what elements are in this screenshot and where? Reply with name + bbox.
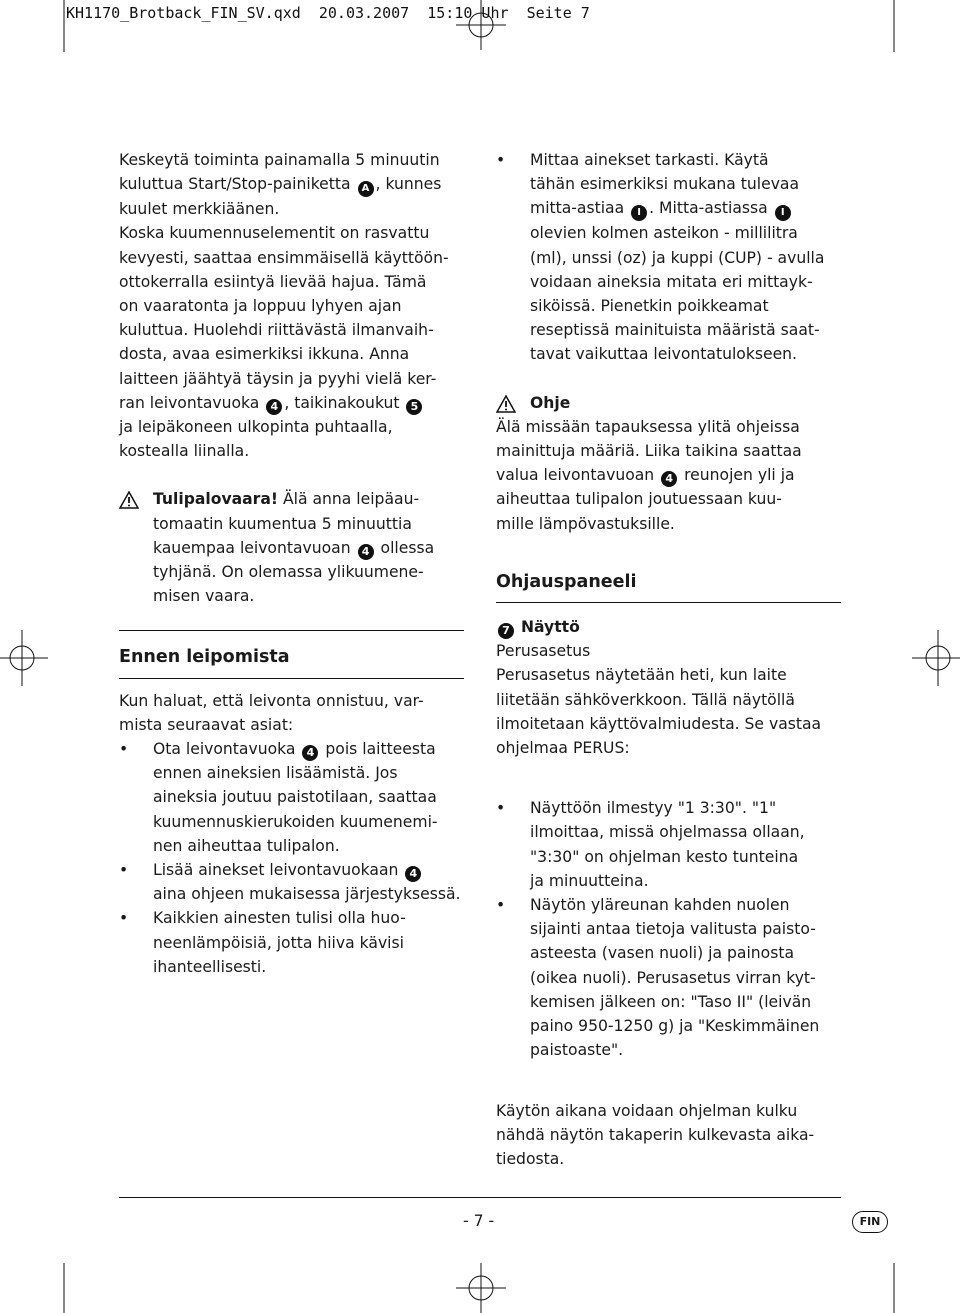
warning-triangle-icon xyxy=(119,491,139,516)
part-ref-4-icon: 4 xyxy=(302,745,318,761)
section-title-before-baking: Ennen leipomista xyxy=(119,630,464,678)
list-item: • Näyttöön ilmestyy "1 3:30". "1" ilmoittaa, missä ohjelmassa ollaan, "3:30" on ohjelman kesto tunteina ja minuutteina. xyxy=(496,796,841,893)
measuring-cup-ref-icon: I xyxy=(775,205,791,221)
paragraph-first-use: Koska kuumennuselementit on rasvattu kevyesti, saattaa ensimmäisellä käyttöön- ottokerralla esiintyä lievää hajua. Tämä on vaaratonta ja loppuu lyhyen ajan kuluttua. Huolehdi riittävästä ilmanvaih- dosta, avaa esimerkiksi ikkuna. Anna laitteen jäähtyä täysin ja pyyhi vielä ker- ran leivontavuoka 4 , taikinakoukut 5 ja leipäkoneen ulkopinta puhtaalla, kostealla liinalla. xyxy=(119,224,449,461)
note-title: Ohje xyxy=(530,393,571,412)
display-subtitle: Perusasetus xyxy=(496,642,591,661)
page-number: - 7 - xyxy=(463,1212,495,1230)
warning-triangle-icon xyxy=(496,395,516,420)
registration-mark-left-icon xyxy=(0,630,50,686)
measuring-cup-ref-icon: I xyxy=(631,205,647,221)
list-item: • Kaikkien ainesten tulisi olla huo- neenlämpöisiä, jotta hiiva kävisi ihanteellisesti. xyxy=(119,906,464,979)
part-ref-7-icon: 7 xyxy=(498,623,514,639)
crop-mark-bottom-right xyxy=(888,1263,918,1313)
button-ref-a-icon: A xyxy=(358,181,374,197)
warning-title: Tulipalovaara! xyxy=(153,490,278,509)
crop-mark-top-left xyxy=(40,0,70,60)
list-item: • Näytön yläreunan kahden nuolen sijainti antaa tietoja valitusta paisto- asteesta (vasen nuoli) ja painosta (oikea nuoli). Perusasetus virran kyt- kemisen jälkeen on: "Taso II" (leivän paino 950-1250 g) ja "Keskimmäinen paistoaste". xyxy=(496,893,841,1062)
footer-rule xyxy=(119,1197,841,1198)
paragraph-countdown: Käytön aikana voidaan ohjelman kulku nähdä näytön takaperin kulkevasta aika- tiedosta. xyxy=(496,1101,815,1168)
file-header-line: KH1170_Brotback_FIN_SV.qxd 20.03.2007 15:10 Uhr Seite 7 xyxy=(66,4,590,22)
left-column xyxy=(119,148,464,979)
list-item: • Lisää ainekset leivontavuokaan 4 aina ohjeen mukaisessa järjestyksessä. xyxy=(119,858,464,906)
part-ref-5-icon: 5 xyxy=(406,399,422,415)
part-ref-4-icon: 4 xyxy=(661,471,677,487)
registration-mark-bottom-icon xyxy=(456,1263,506,1313)
registration-mark-right-icon xyxy=(912,630,960,686)
section-title-control-panel: Ohjauspaneeli xyxy=(496,570,841,603)
note-block: Ohje Älä missään tapauksessa ylitä ohjeissa mainittuja määriä. Liika taikina saattaa valua leivontavuoan 4 reunojen yli ja aiheuttaa tulipalon joutuessaan kuu- mille lämpövastuksille. xyxy=(496,393,802,533)
part-ref-4-icon: 4 xyxy=(266,399,282,415)
right-column xyxy=(496,148,841,1171)
display-section: 7 Näyttö Perusasetus Perusasetus näytetään heti, kun laite liitetään sähköverkkoon. Tällä näytöllä ilmoitetaan käyttövalmiudesta. Se vastaa ohjelmaa PERUS: xyxy=(496,618,822,758)
part-ref-4-icon: 4 xyxy=(358,544,374,560)
fire-warning: Tulipalovaara! Älä anna leipäau- tomaatin kuumentua 5 minuuttia kauempaa leivontavuoan 4 ollessa tyhjänä. On olemassa ylikuumene- misen vaara. xyxy=(119,487,464,608)
part-ref-4-icon: 4 xyxy=(405,866,421,882)
crop-mark-top-right xyxy=(888,0,918,60)
language-badge: FIN xyxy=(852,1211,888,1233)
crop-mark-bottom-left xyxy=(40,1263,70,1313)
list-item: • Mittaa ainekset tarkasti. Käytä tähän esimerkiksi mukana tulevaa mitta-astiaa I . Mitta-astiassa I olevien kolmen asteikon - millilitra (ml), unssi (oz) ja kuppi (CUP) - avulla voidaan aineksia mitata eri mittayk- siköissä. Pienetkin poikkeamat reseptissä mainituista määristä saat- tavat vaikuttaa leivontatulokseen. xyxy=(496,148,841,367)
paragraph-intro: Kun haluat, että leivonta onnistuu, var- mista seuraavat asiat: xyxy=(119,691,424,734)
registration-mark-top-icon xyxy=(456,0,506,50)
paragraph-stop: Keskeytä toiminta painamalla 5 minuutin kuluttua Start/Stop-painiketta A , kunnes kuulet merkkiäänen. xyxy=(119,151,442,219)
list-item: • Ota leivontavuoka 4 pois laitteesta ennen aineksien lisäämistä. Jos aineksia joutuu paistotilaan, saattaa kuumennuskierukoiden kuumenemi- nen aiheuttaa tulipalon. xyxy=(119,737,464,858)
display-title: Näyttö xyxy=(520,618,580,637)
